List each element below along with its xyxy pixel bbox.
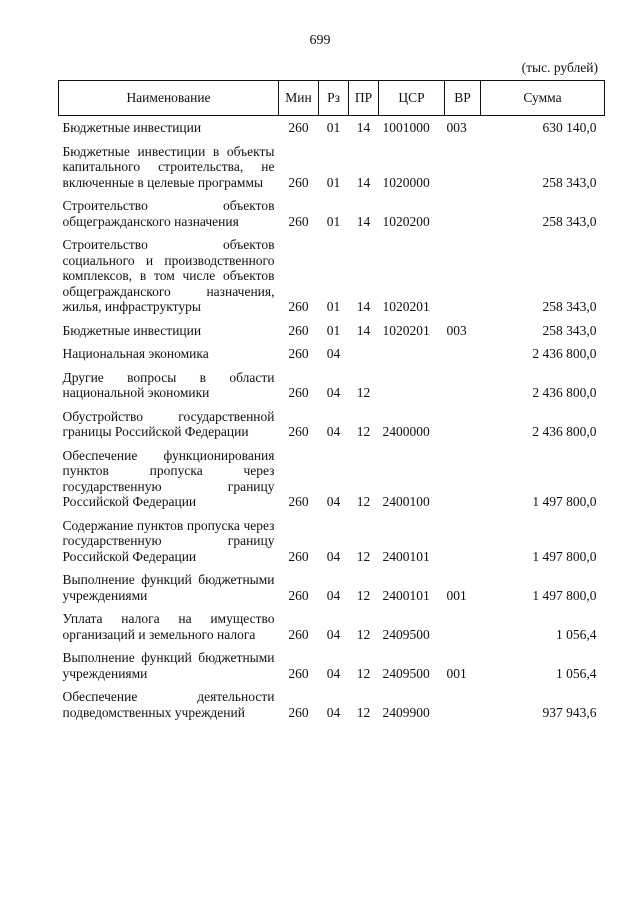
table-row xyxy=(59,190,605,229)
cell-pr: 14 xyxy=(356,299,371,314)
cell-vr xyxy=(445,510,481,565)
cell-csr xyxy=(379,338,445,362)
cell-pr: 12 xyxy=(356,665,371,681)
cell-vr xyxy=(445,362,481,401)
cell-min: 260 xyxy=(288,704,309,720)
cell-pr: 12 xyxy=(356,424,371,439)
cell-vr: 001 xyxy=(446,665,467,681)
cell-name: Содержание пунктов пропуска через государственную границу Российской Федерации xyxy=(62,517,275,564)
cell-csr: 2400100 xyxy=(382,494,430,509)
cell-min: 260 xyxy=(288,494,309,509)
cell-min: 260 xyxy=(288,346,309,361)
header-sum: Сумма xyxy=(481,81,605,116)
table-row xyxy=(59,116,605,136)
cell-rz: 04 xyxy=(326,665,341,681)
cell-name: Строительство объектов общегражданского назначения xyxy=(62,198,275,229)
cell-min: 260 xyxy=(288,174,309,190)
cell-name: Обеспечение функционирования пунктов пропуска через государственную границу Российской Федерации xyxy=(62,447,275,509)
cell-pr: 12 xyxy=(356,494,371,509)
table-row xyxy=(59,603,605,642)
table-row xyxy=(59,642,605,681)
cell-csr: 2400101 xyxy=(382,587,430,603)
table-row xyxy=(59,510,605,565)
cell-vr xyxy=(445,229,481,315)
cell-rz: 01 xyxy=(326,299,341,314)
cell-sum: 1 056,4 xyxy=(556,665,597,681)
cell-pr: 12 xyxy=(356,385,371,400)
cell-rz: 01 xyxy=(326,174,341,190)
cell-name: Строительство объектов социального и производственного комплексов, в том числе объектов общегражданского назначения, жилья, инфраструктуры xyxy=(62,237,275,314)
cell-pr: 12 xyxy=(356,704,371,720)
cell-name: Бюджетные инвестиции xyxy=(62,120,202,135)
cell-rz: 04 xyxy=(326,548,341,564)
cell-csr: 1020201 xyxy=(382,322,430,338)
cell-name: Обустройство государственной границы Российской Федерации xyxy=(62,408,275,439)
cell-pr xyxy=(349,338,379,362)
cell-csr: 1020201 xyxy=(382,299,430,314)
header-name: Наименование xyxy=(59,81,279,116)
cell-pr: 12 xyxy=(356,626,371,642)
cell-min: 260 xyxy=(288,322,309,338)
cell-pr: 14 xyxy=(356,213,371,229)
cell-pr: 14 xyxy=(356,322,371,338)
cell-min: 260 xyxy=(288,120,309,135)
cell-min: 260 xyxy=(288,548,309,564)
cell-vr: 001 xyxy=(446,587,467,603)
table-row xyxy=(59,229,605,315)
cell-name: Обеспечение деятельности подведомственных учреждений xyxy=(62,689,275,720)
cell-sum: 258 343,0 xyxy=(542,174,597,190)
cell-rz: 01 xyxy=(326,213,341,229)
table-row xyxy=(59,362,605,401)
cell-name: Выполнение функций бюджетными учреждениями xyxy=(62,650,275,681)
cell-vr: 003 xyxy=(446,120,467,135)
cell-min: 260 xyxy=(288,213,309,229)
cell-vr xyxy=(445,681,481,720)
cell-name: Бюджетные инвестиции xyxy=(62,322,202,338)
header-vr: ВР xyxy=(445,81,481,116)
budget-table xyxy=(58,80,605,720)
cell-csr: 1020200 xyxy=(382,213,430,229)
table-row xyxy=(59,681,605,720)
cell-csr: 2409900 xyxy=(382,704,430,720)
cell-vr xyxy=(445,401,481,440)
cell-min: 260 xyxy=(288,665,309,681)
header-rz: Рз xyxy=(319,81,349,116)
page-number: 699 xyxy=(309,33,331,48)
cell-sum: 2 436 800,0 xyxy=(532,385,597,400)
cell-csr: 2409500 xyxy=(382,626,430,642)
table-row xyxy=(59,401,605,440)
cell-rz: 01 xyxy=(326,322,341,338)
cell-vr xyxy=(445,440,481,510)
cell-rz: 01 xyxy=(326,120,341,135)
cell-rz: 04 xyxy=(326,704,341,720)
cell-name: Бюджетные инвестиции в объекты капитального строительства, не включенные в целевые программы xyxy=(62,143,275,190)
cell-sum: 258 343,0 xyxy=(542,299,597,314)
cell-csr: 1001000 xyxy=(382,120,430,135)
cell-name: Национальная экономика xyxy=(62,346,209,361)
cell-csr: 2400000 xyxy=(382,424,430,439)
header-csr: ЦСР xyxy=(379,81,445,116)
cell-min: 260 xyxy=(288,587,309,603)
cell-name: Другие вопросы в области национальной экономики xyxy=(62,369,275,400)
cell-rz: 04 xyxy=(326,385,341,400)
cell-sum: 2 436 800,0 xyxy=(532,424,597,439)
cell-min: 260 xyxy=(288,626,309,642)
table-row xyxy=(59,315,605,339)
cell-sum: 937 943,6 xyxy=(542,704,597,720)
cell-rz: 04 xyxy=(326,424,341,439)
header-pr: ПР xyxy=(349,81,379,116)
cell-sum: 1 497 800,0 xyxy=(532,494,597,509)
table-row xyxy=(59,338,605,362)
cell-csr: 2409500 xyxy=(382,665,430,681)
cell-name: Уплата налога на имущество организаций и земельного налога xyxy=(62,611,275,642)
cell-vr xyxy=(445,136,481,191)
cell-min: 260 xyxy=(288,385,309,400)
cell-vr xyxy=(445,338,481,362)
cell-sum: 1 497 800,0 xyxy=(532,587,597,603)
cell-csr: 1020000 xyxy=(382,174,430,190)
header-min: Мин xyxy=(279,81,319,116)
cell-sum: 2 436 800,0 xyxy=(532,346,597,361)
cell-min: 260 xyxy=(288,299,309,314)
table-row xyxy=(59,136,605,191)
cell-sum: 258 343,0 xyxy=(542,322,597,338)
cell-name: Выполнение функций бюджетными учреждениями xyxy=(62,572,275,603)
cell-pr: 14 xyxy=(356,174,371,190)
cell-pr: 12 xyxy=(356,548,371,564)
cell-sum: 1 056,4 xyxy=(556,626,597,642)
cell-rz: 04 xyxy=(326,587,341,603)
cell-pr: 14 xyxy=(356,120,371,135)
units-label: (тыс. рублей) xyxy=(521,60,598,75)
cell-pr: 12 xyxy=(356,587,371,603)
cell-sum: 1 497 800,0 xyxy=(532,548,597,564)
cell-vr xyxy=(445,190,481,229)
cell-rz: 04 xyxy=(326,494,341,509)
cell-csr: 2400101 xyxy=(382,548,430,564)
cell-csr xyxy=(379,362,445,401)
table-header-row xyxy=(59,81,605,116)
cell-rz: 04 xyxy=(326,346,341,361)
cell-sum: 258 343,0 xyxy=(542,213,597,229)
table-row xyxy=(59,564,605,603)
cell-vr: 003 xyxy=(446,322,467,338)
table-row xyxy=(59,440,605,510)
cell-vr xyxy=(445,603,481,642)
cell-min: 260 xyxy=(288,424,309,439)
cell-rz: 04 xyxy=(326,626,341,642)
cell-sum: 630 140,0 xyxy=(542,120,597,135)
